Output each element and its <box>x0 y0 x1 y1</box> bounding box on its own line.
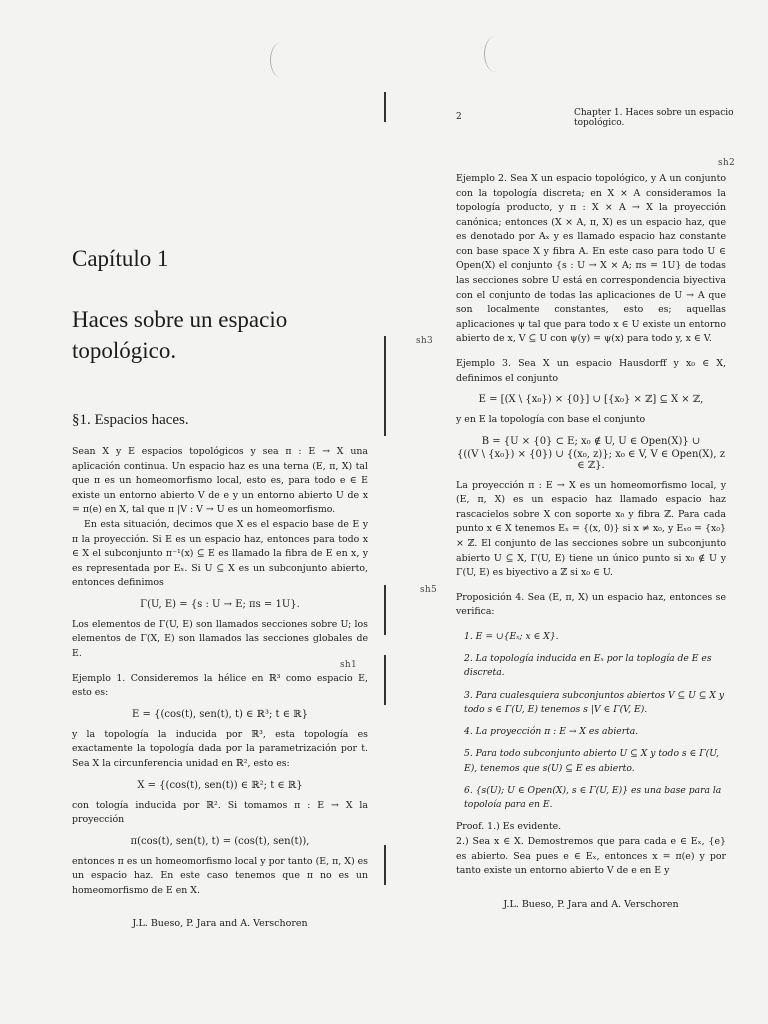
page-gutter-line <box>384 655 386 705</box>
example-2: Ejemplo 2. Sea X un espacio topológico, y A un conjunto con la topología discreta; en X × A consideramos la topología producto, y π : X × A → X la proyección canónica; entonces (X × A, π, X) es un espacio haz, que es denotado por Aₓ y es llamado espacio haz constante con base space X y fibra A. En este caso para todo U ∈ Open(X) el conjunto {s : U → X × A; πs = 1U} de todas las secciones sobre U está en correspondencia biyectiva con el conjunto de todas las aplicaciones de U → A que son localmente constantes, esto es; aquellas aplicaciones ψ tal que para todo x ∈ U existe un entorno abierto de x, V ⊆ U con ψ(y) = ψ(x) para todo y, x ∈ V. <box>456 173 726 345</box>
paragraph: La proyección π : E → X es un homeomorfismo local, y (E, π, X) es un espacio haz llamado espacio haz rascacielos sobre X con soporte x₀ y fibra ℤ. Para cada punto x ∈ X tenemos Eₓ = {(x, 0)} si x ≠ x₀, y Eₓ₀ = {x₀} × ℤ. El conjunto de las secciones sobre un subconjunto abierto U ⊆ X, Γ(U, E) tiene un único punto si x₀ ∉ U y Γ(U, E) es biyectivo a ℤ si x₀ ∈ U. <box>456 479 726 579</box>
scan-mark-left <box>270 42 293 78</box>
proposition-heading: Proposición 4. Sea (E, π, X) un espacio haz, entonces se verifica: <box>456 591 726 618</box>
footer-authors: J.L. Bueso, P. Jara and A. Verschoren <box>503 898 679 910</box>
margin-note: sh1 <box>340 660 358 670</box>
formula: E = {(cos(t), sen(t), t) ∈ ℝ³; t ∈ ℝ} <box>132 708 308 720</box>
paragraph: entonces π es un homeomorfismo local y por tanto (E, π, X) es un espacio haz. En este caso tenemos que π no es un homeomorfismo de E en X. <box>72 855 368 896</box>
proof-line: 2.) Sea x ∈ X. Demostremos que para cada e ∈ Eₓ, {e} es abierto. Sea pues e ∈ Eₓ, entonces x = π(e) y por tanto existe un entorno abierto V de e en E y <box>456 835 726 877</box>
formula: π(cos(t), sen(t), t) = (cos(t), sen(t)), <box>130 835 310 847</box>
proposition-item: 4. La proyección π : E → X es abierta. <box>464 726 639 738</box>
formula: B = {U × {0} ⊂ E; x₀ ∉ U, U ∈ Open(X)} ∪ <box>481 435 701 447</box>
chapter-title-line1: Haces sobre un espacio <box>72 307 288 332</box>
margin-note: sh3 <box>416 336 434 346</box>
proof-line: Proof. 1.) Es evidente. <box>456 821 562 833</box>
margin-note: sh5 <box>420 585 438 595</box>
section-heading: §1. Espacios haces. <box>72 412 189 429</box>
proposition-item: 3. Para cualesquiera subconjuntos abiertos V ⊆ U ⊆ X y todo s ∈ Γ(U, E) tenemos s |V ∈ Γ(V, E). <box>464 689 725 715</box>
example-3-heading: Ejemplo 3. Sea X un espacio Hausdorff y x₀ ∈ X, definimos el conjunto <box>456 357 726 384</box>
page-gutter-line <box>384 92 386 122</box>
paragraph: En esta situación, decimos que X es el espacio base de E y π la proyección. Si E es un espacio haz, entonces para todo x ∈ X el subconjunto π⁻¹(x) ⊆ E es llamado la fibra de E en x, y es representada por Eₓ. Si U ⊆ X es un subconjunto abierto, entonces definimos <box>72 518 368 589</box>
proposition-item: 2. La topología inducida en Eₓ por la toplogía de E es discreta. <box>464 653 712 679</box>
right-page <box>456 172 726 910</box>
formula: E = [(X \ {x₀}) × {0}] ∪ [{x₀} × ℤ] ⊆ X × ℤ, <box>478 394 704 406</box>
formula: {((V \ {x₀}) × {0}) ∪ {(x₀, z)}; x₀ ∈ V, V ∈ Open(X), z ∈ ℤ}. <box>457 448 725 471</box>
page-gutter-line <box>384 845 386 885</box>
running-header: Chapter 1. Haces sobre un espacio topológico. <box>574 108 734 128</box>
page-gutter-line <box>384 585 386 635</box>
chapter-title-line2: topológico. <box>72 338 177 364</box>
paragraph: y en E la topología con base el conjunto <box>456 414 646 426</box>
footer-authors: J.L. Bueso, P. Jara and A. Verschoren <box>132 918 308 930</box>
page-gutter-line <box>384 336 386 436</box>
formula: X = {(cos(t), sen(t)) ∈ ℝ²; t ∈ ℝ} <box>137 779 303 791</box>
page-number: 2 <box>456 112 462 122</box>
chapter-label: Capítulo 1 <box>72 246 169 271</box>
proposition-item: 6. {s(U); U ∈ Open(X), s ∈ Γ(U, E)} es una base para la topoloía para en E. <box>464 784 722 811</box>
proposition-item: 5. Para todo subconjunto abierto U ⊆ X y todo s ∈ Γ(U, E), tenemos que s(U) ⊆ E es abierto. <box>464 748 720 774</box>
formula: Γ(U, E) = {s : U → E; πs = 1U}. <box>140 598 300 610</box>
paragraph: Los elementos de Γ(U, E) son llamados secciones sobre U; los elementos de Γ(X, E) son llamados las secciones globales de E. <box>72 618 368 660</box>
left-page <box>72 246 368 929</box>
paragraph: con tología inducida por ℝ². Si tomamos π : E → X la proyección <box>72 799 368 826</box>
scan-mark-right <box>484 36 507 72</box>
proposition-item: 1. E = ∪{Eₓ; x ∈ X}. <box>464 630 559 642</box>
margin-note: sh2 <box>718 158 736 168</box>
example-heading: Ejemplo 1. Consideremos la hélice en ℝ³ como espacio E, esto es: <box>72 672 368 699</box>
paragraph: y la topología la inducida por ℝ³, esta topología es exactamente la topología dada por la parametrización por t. Sea X la circunferencia unidad en ℝ², esto es: <box>72 728 368 769</box>
paragraph: Sean X y E espacios topológicos y sea π : E → X una aplicación continua. Un espacio haz es una terna (E, π, X) tal que π es un homeomorfismo local, esto es, para todo e ∈ E existe un entorno abierto V de e y un entorno abierto U de x = π(e) en X, tal que π |V : V → U es un homeomorfismo. <box>72 446 368 516</box>
